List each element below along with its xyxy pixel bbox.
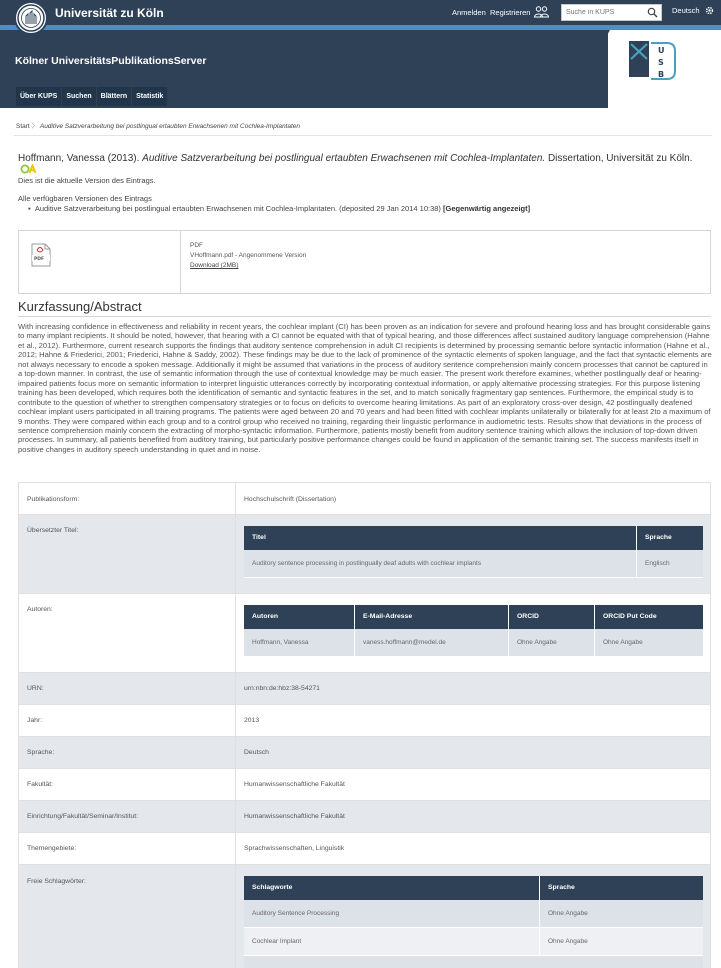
nav-browse[interactable]: Blättern	[97, 87, 131, 106]
table-row	[244, 956, 703, 968]
urn-link[interactable]: urn:nbn:de:hbz:38-54271	[244, 685, 320, 692]
table-cell: Hoffmann, Vanessa	[244, 629, 355, 657]
meta-label: Übersetzter Titel:	[27, 527, 79, 534]
translated-title-table	[244, 526, 703, 578]
table-row	[244, 629, 703, 657]
search-icon[interactable]	[647, 7, 658, 18]
abstract-text: With increasing confidence in effectiveness and reliability in recent years, the cochlear implant (CI) has been proven as an indication for severe and profound hearing loss and has brought considerable gains to many implant recipients. It should be noted, however, that hearing with a CI cannot be equated with that of typical hearing, and those differences affect sustained auditory language comprehension (Hahne et al., 2012). Furthermore, current research supports the findings that auditory sentence comprehension in adult CI recipients is determined by processing semantic before syntactic information (Hahne et al., 2012; Hahne & Friederici, 2001; Friederici, Hahne & Saddy, 2002). These findings may be due to the lack of prominence of the syntactic elements of spoken language, and the fact that syntactic elements are not always necessary to encode a spoken message. Additionally it might be assumed that variations in the process of auditory sentence comprehension mainly concern processes that cannot be captured in a top-down manner. In contrast, the use of semantic information through the use of contextual knowledge may be much easier. The present work therefore examines, whether postlingually deaf or hearing-impaired patients focus more on semantic information to interpret linguistic utterances correctly by incorporating contextual information, or apply alternative processing strategies. For this purpose listening training has been developed, which requires both the identification of semantic and syntactic features in the set, and to match sonically fragmentary gap sentences. Furthermore, the empirical study is to contribute to the question of whether to strengthen compensatory strategies or to focus on deficits to overcome hearing limitations. As part of an exploratory cross-over design, 42 postlingually deafened cochlear implant users participated in all training programs. The patients were aged between 20 and 70 years and had been fitted with cochlear implants unilaterally or bilaterally for at least 2to a maximum of 9 months. They were compared within each group and to a control group who received no training, regarding their linguistic performance in audiometric tests. Results show that deviations in the process of sentence comprehension mainly concern the extracting of morpho-syntactic information. Furthermore, patients mostly benefit from auditory sentence training which allows the inclusion of top-down driven processes. In summary, all patients benefited from auditory training, but particularly positive performance changes could be found in application of the semantic training set. The success manifests itself in positive changes in auditory speech understanding in quiet and in noise.	[18, 322, 712, 454]
version-link[interactable]: Auditive Satzverarbeitung bei postlingual ertaubten Erwachsenen mit Cochlea-Implantaten. (deposited 29 Jan 2014 10:38)	[34, 204, 441, 213]
citation	[18, 153, 708, 176]
topics-link[interactable]: Sprachwissenschaften, Linguistik	[244, 845, 345, 852]
meta-row-topics	[18, 833, 711, 865]
register-link[interactable]: Registrieren	[490, 8, 531, 17]
users-icon[interactable]	[534, 6, 549, 18]
column-header: ORCID	[509, 605, 595, 629]
meta-row-urn	[18, 673, 711, 705]
table-row	[244, 900, 703, 928]
meta-value: Deutsch	[244, 749, 269, 756]
meta-value: 2013	[244, 717, 260, 724]
table-cell: Ohne Angabe	[509, 629, 595, 657]
breadcrumb-separator: 〉	[31, 123, 39, 130]
meta-label: Publikationsform:	[27, 496, 80, 503]
column-header: E-Mail-Adresse	[355, 605, 509, 629]
meta-label: Sprache:	[27, 749, 55, 756]
meta-row-institute	[18, 801, 711, 833]
table-row	[244, 550, 703, 578]
nav-about[interactable]: Über KUPS	[16, 87, 61, 106]
bullet-icon: ▪	[28, 204, 35, 213]
table-cell: Auditory Sentence Processing	[244, 900, 540, 928]
search-input[interactable]	[562, 5, 646, 20]
table-cell: Auditory sentence processing in postlingually deaf adults with cochlear implants	[244, 550, 637, 578]
meta-value: Hochschulschrift (Dissertation)	[244, 496, 337, 503]
university-name[interactable]: Universität zu Köln	[55, 6, 164, 20]
breadcrumb-home[interactable]: Start	[16, 123, 30, 130]
table-cell: vaness.hoffmann@medel.de	[355, 629, 509, 657]
main-nav	[16, 87, 167, 106]
meta-row-translated-title	[18, 515, 711, 594]
column-header: ORCID Put Code	[603, 613, 657, 620]
download-format: PDF	[190, 242, 203, 249]
meta-value: Humanwissenschaftliche Fakultät	[244, 781, 345, 788]
open-access-icon	[20, 164, 38, 174]
versions-title: Alle verfügbaren Versionen des Eintrags	[18, 194, 152, 203]
login-link[interactable]: Anmelden	[452, 8, 486, 17]
column-header: Sprache	[645, 534, 672, 541]
metadata-table	[18, 482, 711, 968]
breadcrumb-current: Auditive Satzverarbeitung bei postlingual ertaubten Erwachsenen mit Cochlea-Implantaten	[39, 123, 301, 130]
gear-icon[interactable]	[704, 5, 715, 16]
meta-label: Freie Schlagwörter:	[27, 878, 86, 885]
download-link[interactable]: Download (2MB)	[190, 262, 239, 269]
meta-row-authors	[18, 594, 711, 673]
column-header: Schlagworte	[244, 876, 540, 900]
current-version-note: Dies ist die aktuelle Version des Eintrags.	[18, 176, 156, 185]
column-header: Autoren	[244, 605, 355, 629]
site-title[interactable]: Kölner UniversitätsPublikationsServer	[15, 55, 207, 67]
table-cell: Ohne Angabe	[548, 938, 588, 945]
svg-text:U: U	[658, 46, 665, 55]
meta-label: URN:	[27, 685, 44, 692]
meta-row-language	[18, 737, 711, 769]
citation-type: Dissertation, Universität zu Köln.	[547, 153, 693, 164]
column-header: Titel	[244, 526, 637, 550]
nav-statistics[interactable]: Statistik	[132, 87, 167, 106]
table-cell: Cochlear Implant	[244, 928, 540, 956]
header-band	[0, 30, 721, 108]
column-header: Sprache	[548, 884, 575, 891]
citation-author-year: Hoffmann, Vanessa (2013).	[18, 153, 140, 164]
table-cell: Ohne Angabe	[603, 639, 643, 646]
meta-label: Themengebiete:	[27, 845, 77, 852]
meta-label: Einrichtung/Fakultät/Seminar/Institut:	[27, 813, 139, 820]
pdf-icon[interactable]	[31, 243, 51, 267]
meta-label: Autoren:	[27, 606, 53, 613]
svg-text:B: B	[658, 70, 665, 79]
meta-row-keywords	[18, 865, 711, 968]
meta-row-faculty	[18, 769, 711, 801]
table-cell: Ohne Angabe	[548, 910, 588, 917]
download-box	[18, 230, 711, 294]
citation-title: Auditive Satzverarbeitung bei postlingual ertaubten Erwachsenen mit Cochlea-Implantaten.	[142, 153, 546, 164]
meta-label: Fakultät:	[27, 781, 54, 788]
search-box	[561, 4, 662, 21]
top-bar	[0, 0, 721, 25]
meta-row-year	[18, 705, 711, 737]
table-cell: Englisch	[645, 560, 670, 567]
table-row	[244, 928, 703, 956]
meta-label: Jahr:	[27, 717, 43, 724]
svg-text:PDF: PDF	[34, 257, 45, 262]
download-filename: VHoffmann.pdf - Angenommene Version	[190, 252, 307, 259]
institute-link[interactable]: Humanwissenschaftliche Fakultät	[244, 813, 345, 820]
university-seal-icon[interactable]	[14, 1, 48, 35]
abstract-heading: Kurzfassung/Abstract	[18, 299, 142, 314]
version-current-label: [Gegenwärtig angezeigt]	[443, 204, 531, 213]
meta-row-publication-form	[18, 482, 711, 515]
svg-text:S: S	[658, 58, 664, 67]
language-selector[interactable]: Deutsch	[672, 6, 700, 15]
nav-search[interactable]: Suchen	[62, 87, 95, 106]
keywords-table	[244, 876, 703, 968]
version-item	[28, 204, 708, 213]
usb-logo-icon[interactable]	[627, 39, 679, 81]
breadcrumb	[16, 121, 300, 130]
authors-table	[244, 605, 703, 657]
